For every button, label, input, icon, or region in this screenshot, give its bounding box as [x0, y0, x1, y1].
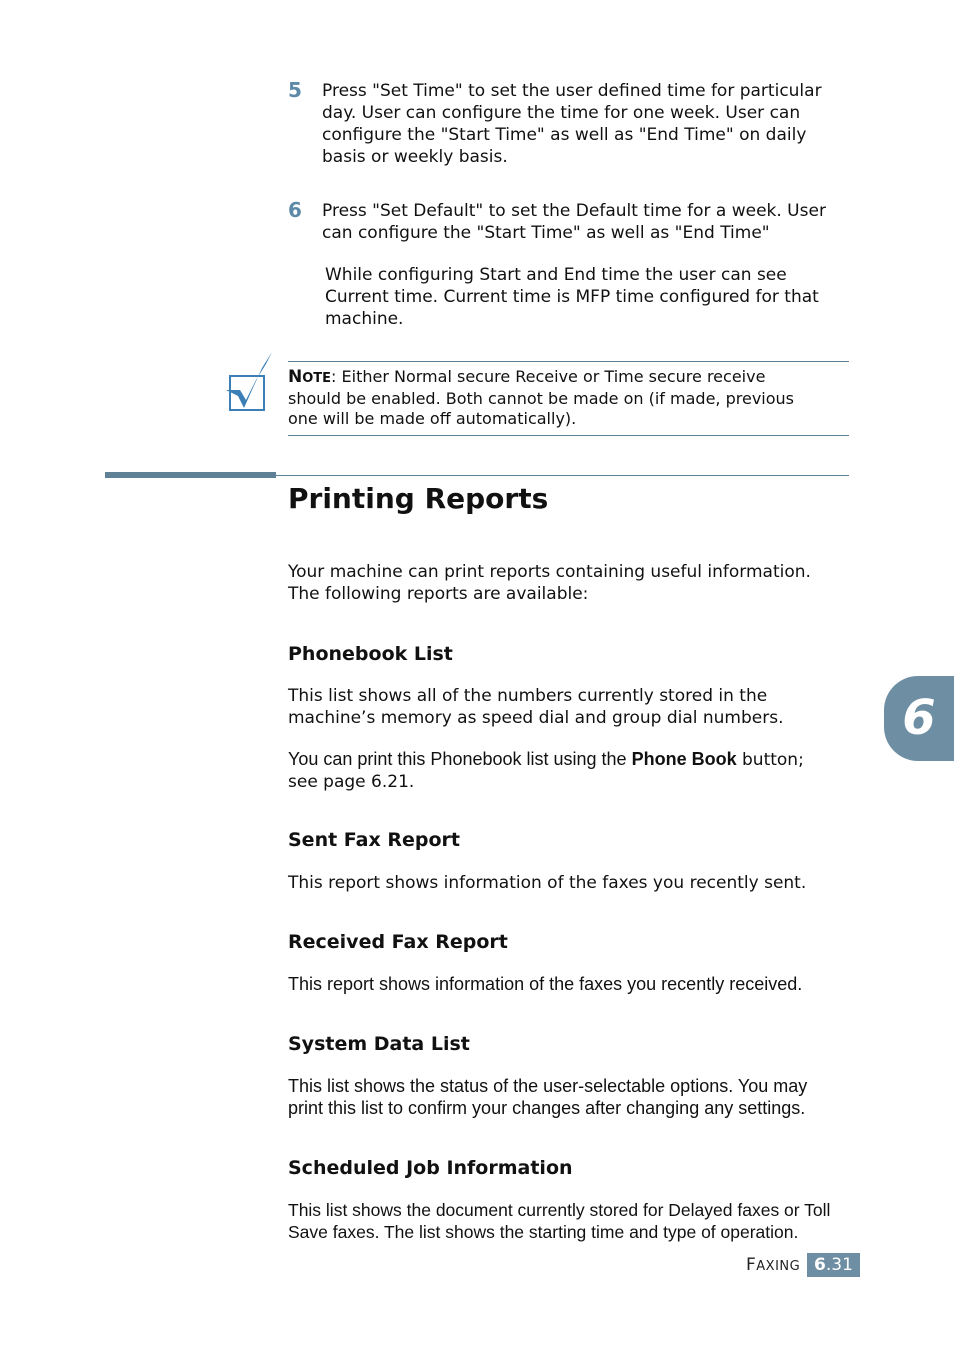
- note-text: [288, 367, 794, 429]
- step-number-6: 6: [288, 198, 302, 222]
- scheduled-job-line: This list shows the document currently stored for Delayed faxes or Toll: [288, 1200, 831, 1220]
- phonebook-paragraph-1: [288, 685, 783, 729]
- step-number-5: 5: [288, 78, 302, 102]
- phonebook-paragraph-2: [288, 748, 804, 793]
- note-bottom-rule: [288, 435, 849, 436]
- system-data-line: print this list to confirm your changes after changing any settings.: [288, 1098, 806, 1118]
- step-5-line: Press "Set Time" to set the user defined time for particular: [322, 81, 822, 101]
- phonebook-line: [288, 748, 804, 771]
- intro-line: The following reports are available:: [288, 584, 589, 604]
- sent-fax-heading: Sent Fax Report: [288, 829, 460, 851]
- footer-label-rest: AXING: [756, 1259, 801, 1274]
- phonebook-text: You can print this Phonebook list using the: [288, 749, 632, 769]
- chapter-tab: 6: [884, 676, 954, 761]
- section-rule: [276, 475, 849, 476]
- scheduled-job-text: [288, 1199, 830, 1243]
- sent-fax-text: This report shows information of the faxes you recently sent.: [288, 873, 807, 893]
- step-6-extra-line: While configuring Start and End time the user can see: [325, 265, 787, 285]
- note-top-rule: [288, 361, 849, 362]
- step-6-line: can configure the "Start Time" as well as "End Time": [322, 223, 770, 243]
- footer-chapter-label: [746, 1255, 800, 1275]
- section-title: Printing Reports: [288, 482, 549, 515]
- scheduled-job-line: Save faxes. The list shows the starting time and type of operation.: [288, 1222, 799, 1242]
- system-data-line: This list shows the status of the user-selectable options. You may: [288, 1076, 808, 1096]
- phonebook-heading: Phonebook List: [288, 643, 453, 665]
- note-line-text: : Either Normal secure Receive or Time secure receive: [331, 367, 766, 386]
- phonebook-line: This list shows all of the numbers currently stored in the: [288, 686, 768, 706]
- step-6-extra-text: [325, 264, 819, 330]
- page-number-box: [807, 1253, 860, 1277]
- note-line: one will be made off automatically).: [288, 409, 577, 428]
- page-chapter: 6: [814, 1255, 826, 1275]
- step-5-text: [322, 80, 822, 168]
- note-line: [288, 367, 794, 389]
- phonebook-line: machine’s memory as speed dial and group dial numbers.: [288, 708, 784, 728]
- system-data-heading: System Data List: [288, 1033, 470, 1055]
- note-line: should be enabled. Both cannot be made on (if made, previous: [288, 389, 794, 408]
- step-6-line: Press "Set Default" to set the Default time for a week. User: [322, 201, 826, 221]
- note-checkmark-icon: [222, 350, 276, 414]
- note-label-rest: OTE: [302, 371, 332, 386]
- phonebook-line: see page 6.21.: [288, 772, 415, 792]
- phonebook-text: button;: [736, 750, 804, 770]
- step-6-extra-line: Current time. Current time is MFP time configured for that: [325, 287, 819, 307]
- scheduled-job-heading: Scheduled Job Information: [288, 1157, 573, 1179]
- step-6-text: [322, 200, 826, 244]
- phone-book-button-name: Phone Book: [631, 749, 737, 769]
- page-number: .31: [825, 1255, 853, 1275]
- section-intro: [288, 561, 811, 605]
- step-5-line: day. User can configure the time for one week. User can: [322, 103, 801, 123]
- section-accent-bar: [105, 472, 276, 478]
- step-5-line: configure the "Start Time" as well as "End Time" on daily: [322, 125, 807, 145]
- note-label-initial: N: [288, 367, 303, 387]
- step-5-line: basis or weekly basis.: [322, 147, 508, 167]
- system-data-text: [288, 1075, 807, 1119]
- received-fax-text: This report shows information of the faxes you recently received.: [288, 974, 803, 994]
- intro-line: Your machine can print reports containing useful information.: [288, 562, 811, 582]
- step-6-extra-line: machine.: [325, 309, 404, 329]
- received-fax-heading: Received Fax Report: [288, 931, 508, 953]
- footer-label-initial: F: [746, 1255, 757, 1275]
